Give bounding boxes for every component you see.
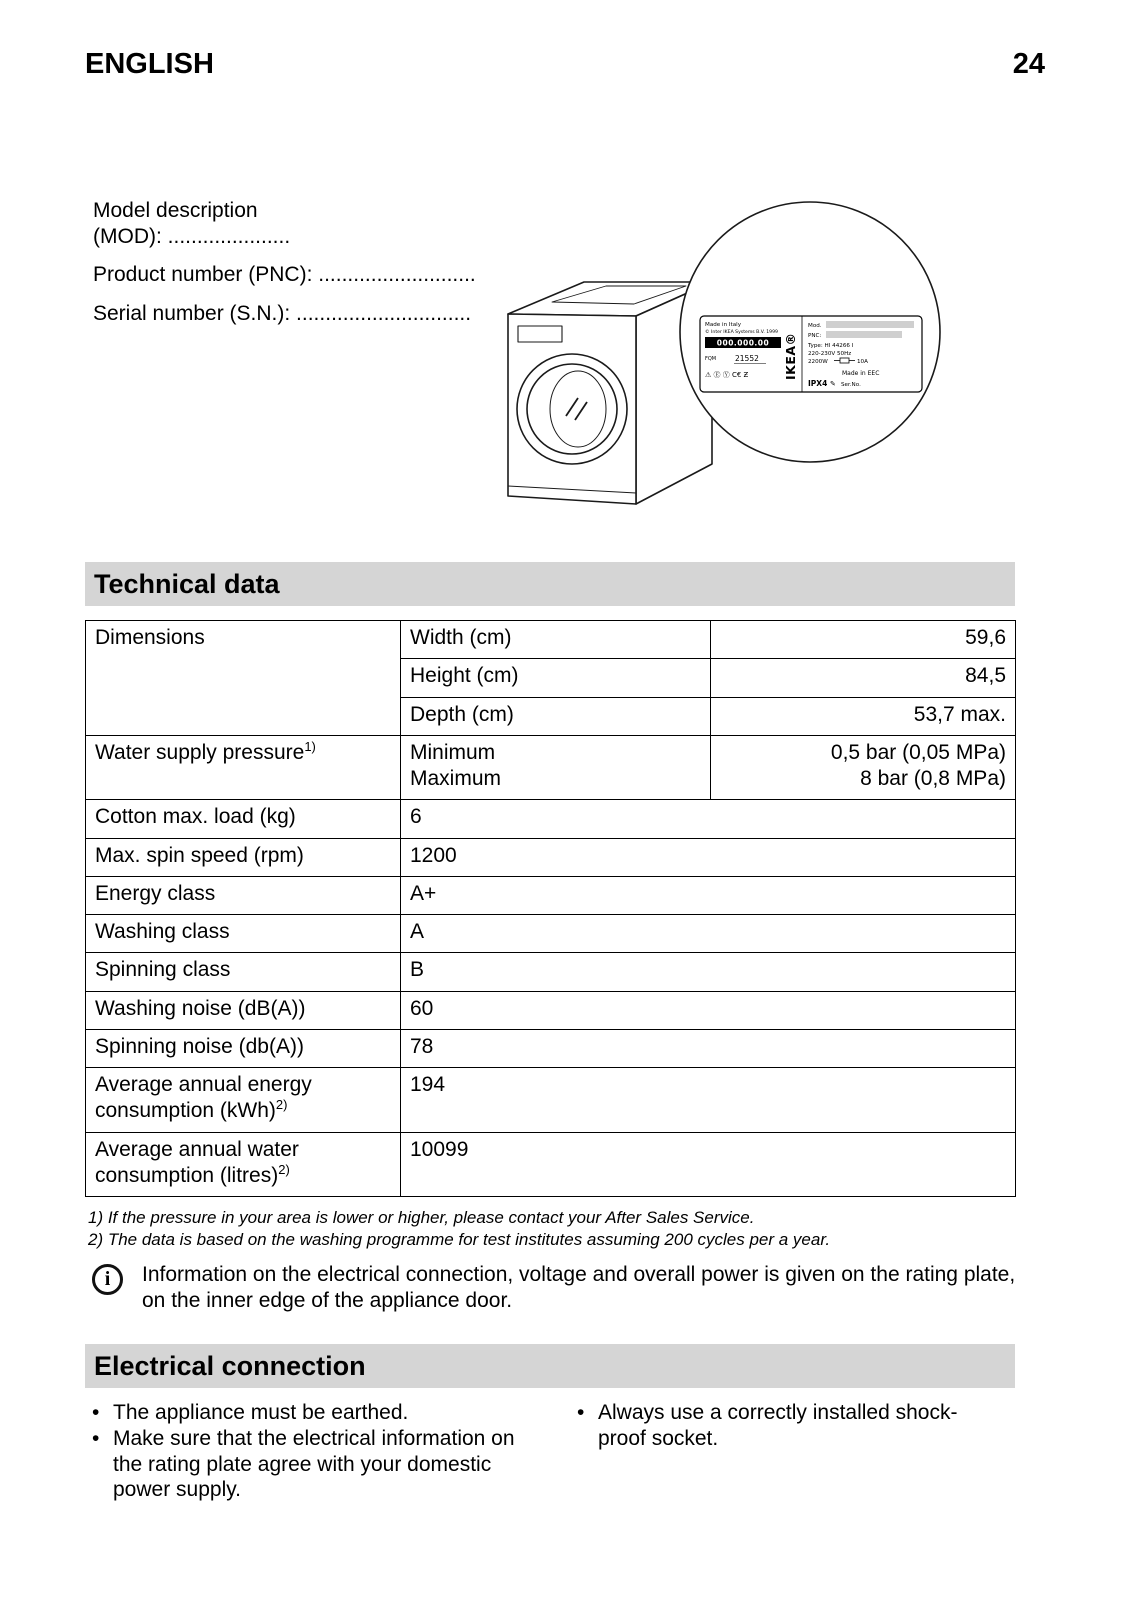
table-row bbox=[86, 915, 1016, 953]
plate-mod-label: Mod. bbox=[808, 323, 822, 329]
table-row bbox=[86, 1029, 1016, 1067]
table-cell: Cotton max. load (kg) bbox=[86, 800, 401, 838]
rating-plate bbox=[700, 316, 922, 392]
info-note bbox=[92, 1262, 1017, 1315]
model-info-item: Product number (PNC): ........................... bbox=[93, 263, 476, 287]
table-row bbox=[86, 1068, 1016, 1133]
table-cell: 10099 bbox=[401, 1132, 1016, 1197]
plate-made-in: Made in Italy bbox=[705, 322, 742, 328]
table-cell: 194 bbox=[401, 1068, 1016, 1133]
table-cell: Height (cm) bbox=[401, 659, 711, 697]
table-cell: 60 bbox=[401, 991, 1016, 1029]
table-cell: 53,7 max. bbox=[711, 697, 1016, 735]
model-info bbox=[93, 198, 513, 339]
bullet-item: • Always use a correctly installed shock-proof socket. bbox=[570, 1400, 1005, 1452]
table-cell: 0,5 bar (0,05 MPa) 8 bar (0,8 MPa) bbox=[711, 735, 1016, 800]
table-row bbox=[86, 735, 1016, 800]
table-row bbox=[86, 991, 1016, 1029]
table-cell: 78 bbox=[401, 1029, 1016, 1067]
bullet-item: • Make sure that the electrical information on the rating plate agree with your domestic power supply. bbox=[85, 1426, 540, 1503]
page-header bbox=[85, 48, 1045, 81]
table-row bbox=[86, 876, 1016, 914]
table-cell: Washing class bbox=[86, 915, 401, 953]
approval-marks-icon: ⚠ Ⓔ Ⓨ C€ Ƶ bbox=[705, 371, 749, 379]
plate-power: 2200W bbox=[808, 359, 828, 365]
table-cell: 1200 bbox=[401, 838, 1016, 876]
plate-ip-rating: IPX4 bbox=[808, 379, 828, 388]
bullet-item: • The appliance must be earthed. bbox=[85, 1400, 540, 1426]
table-row bbox=[86, 1132, 1016, 1197]
info-note-text: Information on the electrical connection, voltage and overall power is given on the rating plate, on the inner edge of the appliance door. bbox=[142, 1263, 1016, 1313]
table-row bbox=[86, 800, 1016, 838]
washing-machine-illustration bbox=[488, 196, 948, 516]
table-row bbox=[86, 621, 1016, 659]
table-cell: Max. spin speed (rpm) bbox=[86, 838, 401, 876]
language-label: ENGLISH bbox=[85, 48, 214, 80]
bullets-left bbox=[85, 1400, 540, 1503]
table-cell: Dimensions bbox=[86, 621, 401, 736]
table-cell: Depth (cm) bbox=[401, 697, 711, 735]
ikea-logo: IKEA® bbox=[783, 332, 798, 380]
plate-fqm-label: FQM bbox=[705, 356, 717, 362]
model-info-item: Serial number (S.N.): .............................. bbox=[93, 301, 472, 325]
electrical-connection-heading: Electrical connection bbox=[85, 1344, 1015, 1388]
table-cell: Water supply pressure$^{1)}$ bbox=[86, 735, 401, 800]
plate-type: Type: HI 44266 I bbox=[808, 343, 854, 349]
door-ring-circle bbox=[527, 364, 617, 454]
pencil-icon: ✎ bbox=[830, 380, 836, 388]
plate-current: 10A bbox=[857, 359, 868, 365]
technical-data-heading: Technical data bbox=[85, 562, 1015, 606]
model-info-item: Model description (MOD): ..................... bbox=[93, 199, 291, 248]
info-icon: i bbox=[92, 1264, 123, 1295]
plate-fqm-number: 21552 bbox=[735, 354, 759, 363]
table-cell: 59,6 bbox=[711, 621, 1016, 659]
table-cell: Washing noise (dB(A)) bbox=[86, 991, 401, 1029]
footnote: 2) The data is based on the washing programme for test institutes assuming 200 cycles per a year. bbox=[88, 1230, 831, 1250]
plate-pnc-field bbox=[826, 331, 902, 338]
footnotes bbox=[88, 1207, 1018, 1252]
table-cell: 6 bbox=[401, 800, 1016, 838]
table-cell: Spinning noise (db(A)) bbox=[86, 1029, 401, 1067]
table-cell: B bbox=[401, 953, 1016, 991]
table-row bbox=[86, 838, 1016, 876]
plate-made-in-eec: Made in EEC bbox=[842, 370, 880, 377]
plate-code: 000.000.00 bbox=[716, 338, 770, 348]
table-cell: Minimum Maximum bbox=[401, 735, 711, 800]
table-cell: 84,5 bbox=[711, 659, 1016, 697]
plate-pnc-label: PNC: bbox=[808, 333, 822, 339]
table-cell: A+ bbox=[401, 876, 1016, 914]
table-cell: Spinning class bbox=[86, 953, 401, 991]
page-number: 24 bbox=[1012, 48, 1045, 80]
table-cell: A bbox=[401, 915, 1016, 953]
table-cell: Average annual energy consumption (kWh)$^{2)}$ bbox=[86, 1068, 401, 1133]
plate-copyright: © Inter IKEA Systems B.V. 1999 bbox=[705, 330, 778, 335]
table-cell: Energy class bbox=[86, 876, 401, 914]
footnote: 1) If the pressure in your area is lower or higher, please contact your After Sales Service. bbox=[88, 1208, 755, 1227]
bullets-right bbox=[570, 1400, 1005, 1503]
table-cell: Average annual water consumption (litres)$^{2)}$ bbox=[86, 1132, 401, 1197]
table-row bbox=[86, 953, 1016, 991]
illustration-svg bbox=[488, 196, 948, 516]
plate-mod-field bbox=[826, 321, 914, 328]
plate-voltage: 220-230V 50Hz bbox=[808, 351, 852, 357]
plate-serial-label: Ser.No. bbox=[841, 382, 861, 388]
table-cell: Width (cm) bbox=[401, 621, 711, 659]
electrical-bullets bbox=[85, 1400, 1015, 1503]
technical-data-table bbox=[85, 620, 1016, 1197]
